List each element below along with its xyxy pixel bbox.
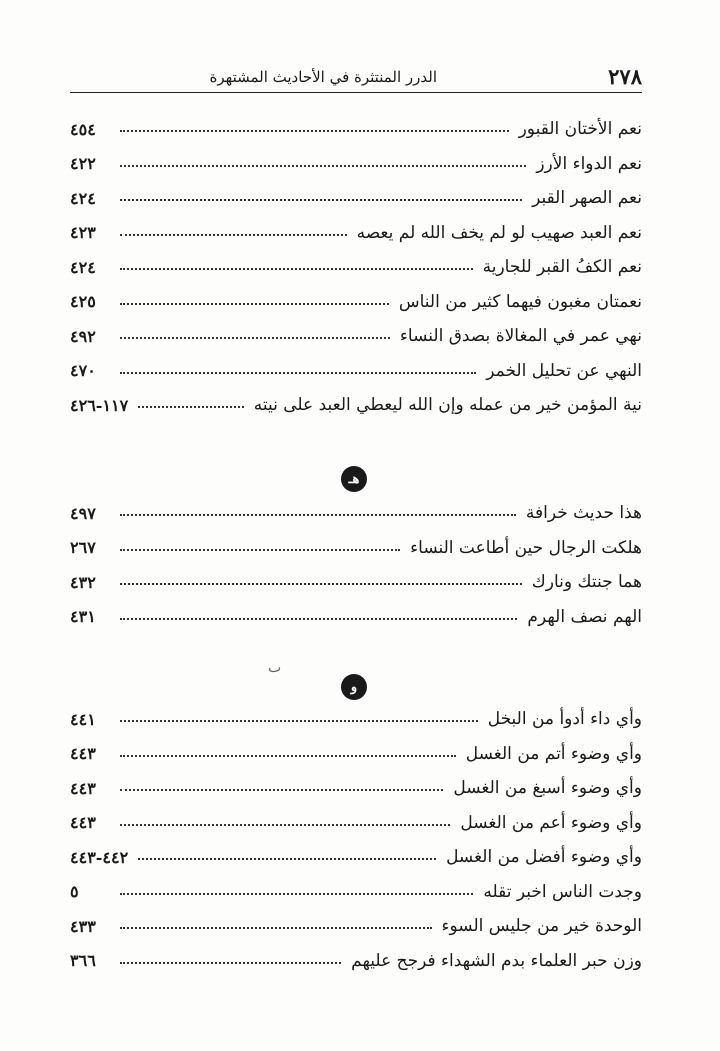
entry-page: ٤٢٢ xyxy=(70,154,96,174)
entry-page: ٥ xyxy=(70,882,79,902)
running-header xyxy=(70,62,642,93)
dot-leader xyxy=(120,927,432,929)
entry-text: نعم الصهر القبر xyxy=(532,188,642,209)
entry-page: ٤٤١ xyxy=(70,709,96,729)
entry-page: ٤٩٧ xyxy=(70,503,96,523)
index-entry xyxy=(70,496,642,531)
entry-text: وأي داء أدوأ من البخل xyxy=(487,709,642,730)
index-entry xyxy=(70,147,642,182)
entry-text: نعمتان مغبون فيهما كثير من الناس xyxy=(398,291,642,312)
entry-text: نعم الكفُ القبر للجارية xyxy=(482,257,642,278)
index-entry xyxy=(70,250,642,285)
entry-text: نعم الدواء الأرز xyxy=(536,153,642,174)
section-letter-ha-badge: هـ xyxy=(341,466,367,492)
entry-text: وزن حبر العلماء بدم الشهداء فرجح عليهم xyxy=(351,950,642,971)
index-entry xyxy=(70,875,642,910)
entry-page: ٣٦٦ xyxy=(70,951,96,971)
dot-leader xyxy=(120,618,517,620)
entry-page: ٤٣٢ xyxy=(70,572,96,592)
index-entry xyxy=(70,388,642,423)
dot-leader xyxy=(120,824,450,826)
entry-text: النهي عن تحليل الخمر xyxy=(486,360,642,381)
dot-leader xyxy=(120,303,389,305)
entry-text: هلكت الرجال حين أطاعت النساء xyxy=(410,537,642,558)
dot-leader xyxy=(138,406,244,408)
entry-page: ٤٤٣ xyxy=(70,778,96,798)
entry-text: وجدت الناس اخبر تقله xyxy=(483,881,642,902)
entry-text: وأي وضوء أسبغ من الغسل xyxy=(453,778,642,799)
entry-page: ٤٢٤ xyxy=(70,257,96,277)
dot-leader xyxy=(138,858,436,860)
header-title: الدرر المنتثرة في الأحاديث المشتهرة xyxy=(209,68,437,86)
index-entry xyxy=(70,565,642,600)
entry-text: هما جنتك ونارك xyxy=(531,572,642,593)
index-entry xyxy=(70,600,642,635)
dot-leader xyxy=(120,755,456,757)
index-section-ha xyxy=(70,496,642,634)
entry-page: ٤٢٥ xyxy=(70,292,96,312)
entry-page: ٤٢٣ xyxy=(70,223,96,243)
entry-text: نية المؤمن خير من عمله وإن الله ليعطي العبد على نيته xyxy=(253,395,642,416)
section-letter-waw-badge: و xyxy=(341,674,367,700)
entry-page: ١١٧-٤٢٦ xyxy=(70,395,129,415)
index-entry xyxy=(70,531,642,566)
dot-leader xyxy=(120,234,347,236)
entry-page: ٤٩٢ xyxy=(70,326,96,346)
index-entry xyxy=(70,806,642,841)
dot-leader xyxy=(120,583,522,585)
index-entry xyxy=(70,112,642,147)
dot-leader xyxy=(120,130,509,132)
index-entry xyxy=(70,840,642,875)
dot-leader xyxy=(120,268,473,270)
entry-text: الهم نصف الهرم xyxy=(527,606,642,627)
index-entry xyxy=(70,181,642,216)
index-entry xyxy=(70,216,642,251)
page-number: ٢٧٨ xyxy=(608,64,642,89)
entry-page: ٤٤٢-٤٤٣ xyxy=(70,847,129,867)
entry-page: ٤٥٤ xyxy=(70,119,96,139)
entry-text: هذا حديث خرافة xyxy=(525,503,642,524)
entry-text: وأي وضوء أعم من الغسل xyxy=(460,812,642,833)
index-entry xyxy=(70,285,642,320)
dot-leader xyxy=(120,165,526,167)
entry-page: ٢٦٧ xyxy=(70,538,96,558)
entry-page: ٤٤٣ xyxy=(70,744,96,764)
index-entry xyxy=(70,702,642,737)
index-entry xyxy=(70,909,642,944)
entry-page: ٤٤٣ xyxy=(70,813,96,833)
dot-leader xyxy=(120,514,516,516)
entry-text: وأي وضوء أتم من الغسل xyxy=(465,743,642,764)
scan-speck: ٮ xyxy=(268,660,282,676)
index-entry xyxy=(70,319,642,354)
dot-leader xyxy=(120,337,390,339)
entry-text: نهي عمر في المغالاة بصدق النساء xyxy=(399,326,642,347)
entry-text: الوحدة خير من جليس السوء xyxy=(441,916,642,937)
entry-page: ٤٢٤ xyxy=(70,188,96,208)
dot-leader xyxy=(120,199,522,201)
index-section-waw xyxy=(70,702,642,978)
index-entry xyxy=(70,771,642,806)
entry-page: ٤٣٣ xyxy=(70,916,96,936)
entry-page: ٤٣١ xyxy=(70,607,96,627)
index-entry xyxy=(70,944,642,979)
index-section-nun xyxy=(70,112,642,423)
entry-text: نعم الأختان القبور xyxy=(518,119,642,140)
index-entry xyxy=(70,737,642,772)
dot-leader xyxy=(120,962,341,964)
dot-leader xyxy=(120,372,476,374)
entry-page: ٤٧٠ xyxy=(70,361,96,381)
dot-leader xyxy=(120,789,443,791)
entry-text: نعم العبد صهيب لو لم يخف الله لم يعصه xyxy=(356,222,642,243)
entry-text: وأي وضوء أفضل من الغسل xyxy=(446,847,642,868)
dot-leader xyxy=(120,549,400,551)
index-entry xyxy=(70,354,642,389)
dot-leader xyxy=(120,893,473,895)
dot-leader xyxy=(120,720,478,722)
